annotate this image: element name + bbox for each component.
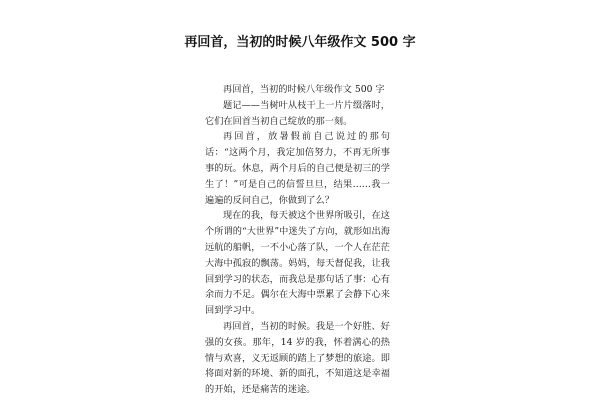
paragraph-4: 现在的我，每天被这个世界所吸引，在这个所谓的“大世界”中迷失了方向，就形如出海远航的船帆，一不小心落了队，一个人在茫茫大海中孤寂的飘荡。妈妈，每天督促我，让我回到学习的状态，而我总是那句话了事：心有余而力不足。偶尔在大海中票累了会静下心来回到学习中。: [205, 210, 390, 317]
paragraph-1: 再回首，当初的时候八年级作文 500 字: [223, 84, 385, 95]
document-body: [205, 82, 390, 398]
paragraph-3: 再回首，放暑假前自己说过的那句话：“这两个月，我定加倍努力，不再无所事事的玩。休息，两个月后的自己便是初三的学生了！”可是自己的信誓旦旦，结果……我一遍遍的反问自己，你做到了么？: [205, 131, 390, 206]
paragraph-5: 再回首，当初的时候。我是一个好胜、好强的女孩。那年，14 岁的我，怀着满心的热情与欢喜，义无返顾的踏上了梦想的旅途。即将面对新的环境、新的面孔，不知道这是幸福的开始，还是痛苦的迷途。: [205, 320, 390, 396]
document-title: 再回首，当初的时候八年级作文 500 字: [184, 35, 416, 50]
paragraph-2: 题记——当树叶从枝干上一片片缀落时，它们在回首当初自己绽放的那一刻。: [205, 99, 390, 127]
